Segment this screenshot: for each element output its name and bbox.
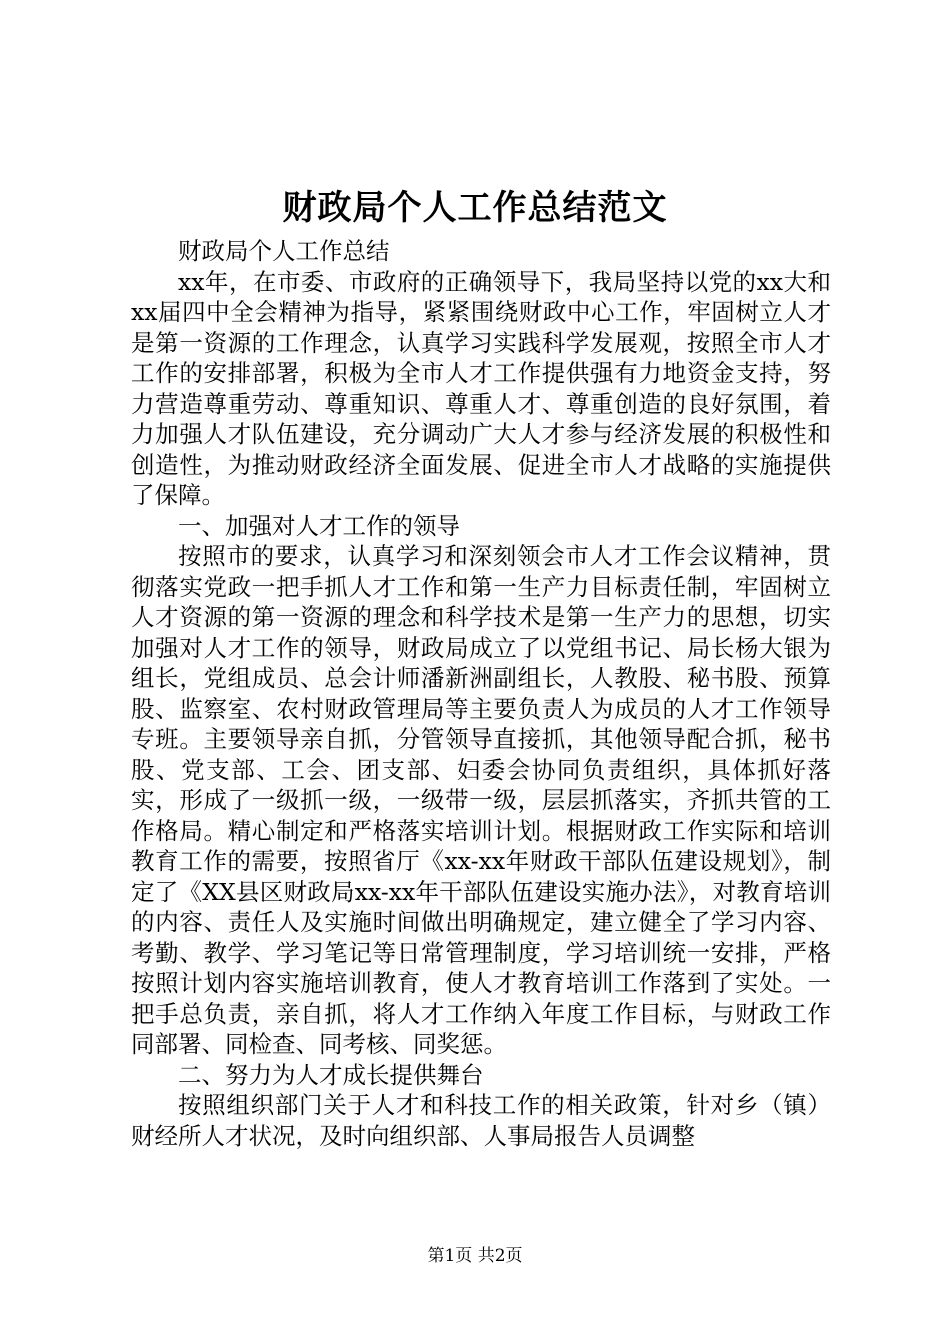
- document-body: [131, 236, 831, 1151]
- section-heading-1: 一、加强对人才工作的领导: [178, 511, 460, 540]
- section-1-paragraph: 按照市的要求，认真学习和深刻领会市人才工作会议精神，贯彻落实党政一把手抓人才工作和第一生产力目标责任制，牢固树立人才资源的第一资源的理念和科学技术是第一生产力的思想，切实加强对人才工作的领导，财政局成立了以党组书记、局长杨大银为组长，党组成员、总会计师潘新洲副组长，人教股、秘书股、预算股、监察室、农村财政管理局等主要负责人为成员的人才工作领导专班。主要领导亲自抓，分管领导直接抓，其他领导配合抓，秘书股、党支部、工会、团支部、妇委会协同负责组织，具体抓好落实，形成了一级抓一级，一级带一级，层层抓落实，齐抓共管的工作格局。精心制定和严格落实培训计划。根据财政工作实际和培训教育工作的需要，按照省厅《xx-xx年财政干部队伍建设规划》，制定了《XX县区财政局xx-xx年干部队伍建设实施办法》，对教育培训的内容、责任人及实施时间做出明确规定，建立健全了学习内容、考勤、教学、学习笔记等日常管理制度，学习培训统一安排，严格按照计划内容实施培训教育，使人才教育培训工作落到了实处。一把手总负责，亲自抓，将人才工作纳入年度工作目标，与财政工作同部署、同检查、同考核、同奖惩。: [131, 542, 831, 1058]
- page-footer: 第1页 共2页: [427, 1246, 523, 1266]
- document-title: 财政局个人工作总结范文: [282, 188, 668, 228]
- section-2-paragraph: 按照组织部门关于人才和科技工作的相关政策，针对乡（镇）财经所人才状况，及时向组织部、人事局报告人员调整: [131, 1091, 831, 1150]
- intro-paragraph: xx年，在市委、市政府的正确领导下，我局坚持以党的xx大和xx届四中全会精神为指导，紧紧围绕财政中心工作，牢固树立人才是第一资源的工作理念，认真学习实践科学发展观，按照全市人才工作的安排部署，积极为全市人才工作提供强有力地资金支持，努力营造尊重劳动、尊重知识、尊重人才、尊重创造的良好氛围，着力加强人才队伍建设，充分调动广大人才参与经济发展的积极性和创造性，为推动财政经济全面发展、促进全市人才战略的实施提供了保障。: [131, 267, 831, 509]
- section-heading-2: 二、努力为人才成长提供舞台: [178, 1060, 484, 1089]
- subtitle-paragraph: 财政局个人工作总结: [178, 237, 390, 265]
